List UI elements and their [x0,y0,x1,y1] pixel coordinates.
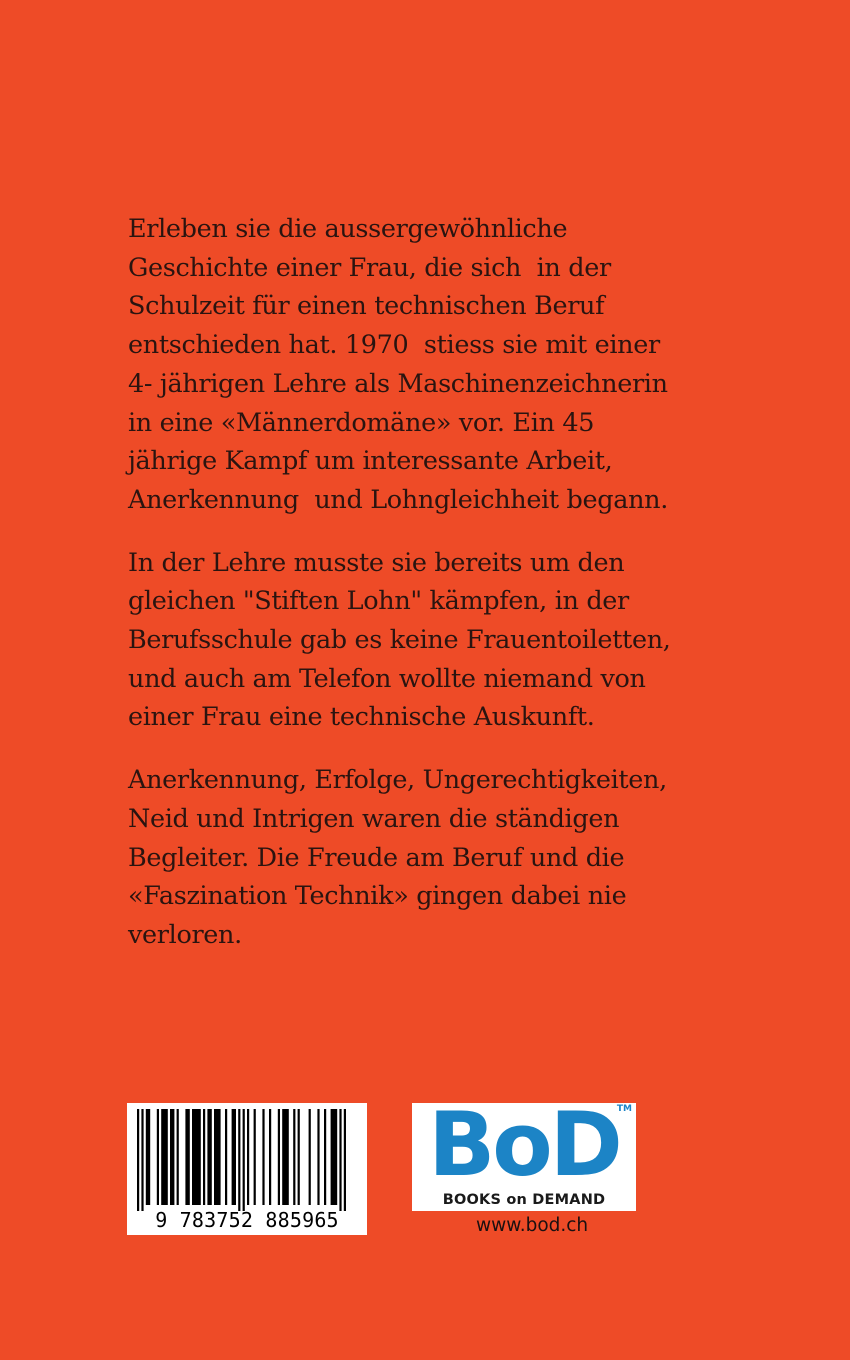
barcode-bar [282,1109,289,1205]
barcode-bar [192,1109,201,1205]
blurb-line: Berufsschule gab es keine Frauentoiletten, [128,625,671,656]
blurb-line: gleichen "Stiften Lohn" kämpfen, in der [128,586,629,617]
barcode-bar [344,1109,346,1211]
blurb-line: Erleben sie die aussergewöhnliche [128,214,568,244]
trademark-mark: TM [616,1104,632,1114]
bod-logo-letters: BoD [428,1093,620,1196]
blurb-line: jährige Kampf um interessante Arbeit, [128,446,613,477]
blurb-line: und auch am Telefon wollte niemand von [128,663,646,694]
barcode-bar [203,1109,205,1205]
blurb-line: 4- jährigen Lehre als Maschinenzeichnerin [128,368,668,399]
barcode-bar [161,1109,168,1205]
blurb-line: Geschichte einer Frau, die sich in der [128,252,611,283]
bod-logo [412,1093,636,1211]
barcode-bar [331,1109,338,1205]
barcode-bar [177,1109,179,1205]
isbn-barcode [127,1103,367,1235]
barcode-bar [298,1109,300,1205]
barcode-bar [269,1109,271,1205]
barcode-bar [214,1109,221,1205]
barcode-bar [238,1109,240,1211]
barcode-bar [309,1109,311,1205]
barcode-bar [293,1109,295,1205]
blurb-line: In der Lehre musste sie bereits um den [128,547,625,578]
barcode-bar [243,1109,245,1211]
blurb-line: einer Frau eine technische Auskunft. [128,702,595,733]
isbn-number: 9 783752 885965 [155,1208,339,1232]
blurb-line: Schulzeit für einen technischen Beruf [128,291,605,322]
blurb-line: Anerkennung und Lohngleichheit begann. [128,484,668,515]
barcode-bar [317,1109,319,1205]
barcode-bar [185,1109,189,1205]
blurb-line: Neid und Intrigen waren die ständigen [128,803,620,834]
publisher-url: www.bod.ch [476,1215,589,1236]
barcode-bar [141,1109,143,1211]
barcode-bar [207,1109,211,1205]
barcode-bar [146,1109,150,1205]
barcode-bar [157,1109,159,1205]
barcode-bar [137,1109,139,1211]
barcode-bar [254,1109,256,1205]
blurb-line: Begleiter. Die Freude am Beruf und die [128,842,625,873]
blurb-paragraph-1 [128,210,818,520]
blurb-paragraph-2 [128,544,818,738]
barcode-bar [278,1109,280,1205]
blurb-line: in eine «Männerdomäne» vor. Ein 45 [128,407,595,438]
blurb-line: entschieden hat. 1970 stiess sie mit einer [128,330,660,361]
bod-tagline: BOOKS on DEMAND [442,1192,606,1208]
blurb-line: «Faszination Technik» gingen dabei nie [128,881,627,912]
barcode-bar [324,1109,326,1205]
barcode-bar [262,1109,264,1205]
barcode-bar [225,1109,227,1205]
back-cover-blurb [128,210,818,979]
blurb-paragraph-3 [128,761,818,955]
barcode-bar [247,1109,249,1205]
barcode-bar [232,1109,236,1205]
barcode-bar [170,1109,174,1205]
blurb-line: Anerkennung, Erfolge, Ungerechtigkeiten, [128,765,667,796]
barcode-bar [339,1109,341,1211]
blurb-line: verloren. [128,919,242,950]
